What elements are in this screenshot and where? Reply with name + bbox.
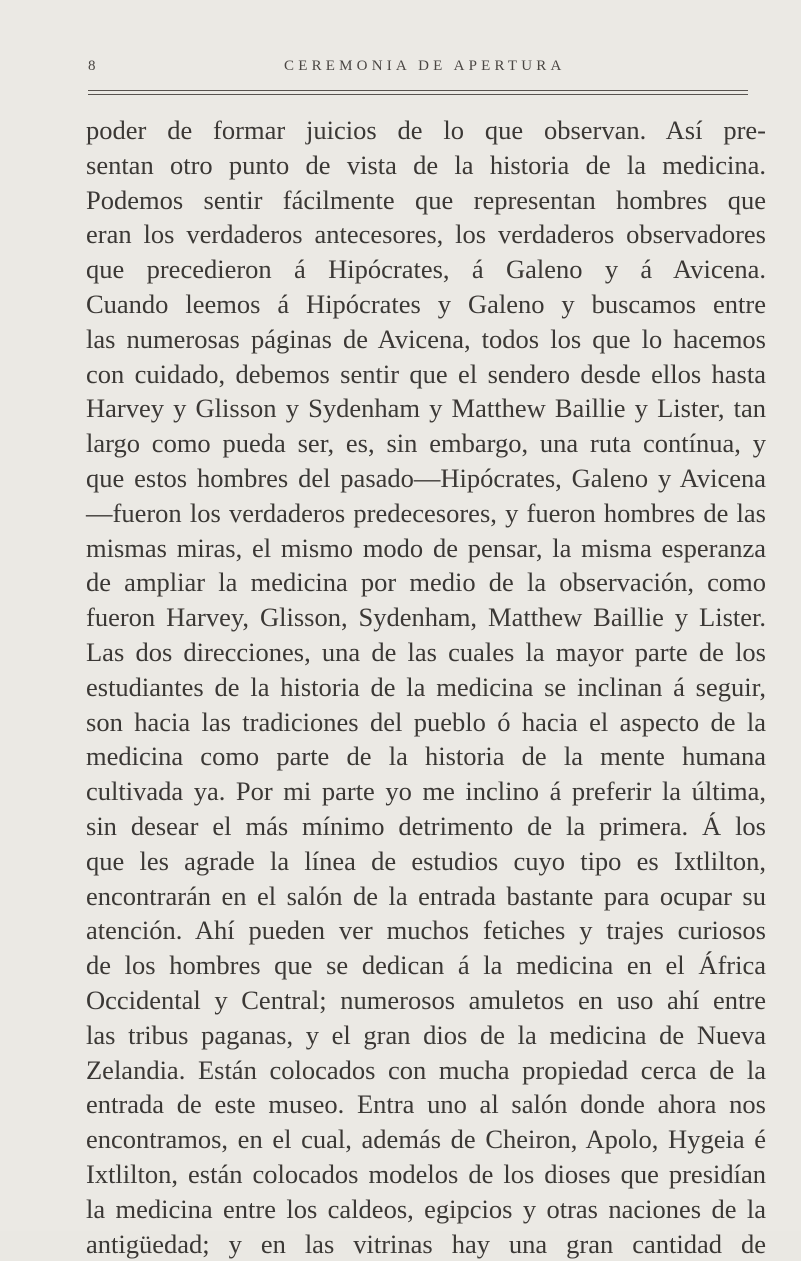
- header-rule-bottom: [88, 94, 748, 95]
- text-line: sin desear el más mínimo detrimento de la primera. Á los: [86, 809, 766, 844]
- text-line: que estos hombres del pasado—Hipócrates, Galeno y Avicena: [86, 461, 766, 496]
- text-line: cultivada ya. Por mi parte yo me inclino á preferir la última,: [86, 774, 766, 809]
- text-line: eran los verdaderos antecesores, los verdaderos observadores: [86, 217, 766, 252]
- text-line: con cuidado, debemos sentir que el sendero desde ellos hasta: [86, 357, 766, 392]
- body-text: [86, 113, 766, 1261]
- text-line: Cuando leemos á Hipócrates y Galeno y buscamos entre: [86, 287, 766, 322]
- text-line: de los hombres que se dedican á la medicina en el África: [86, 948, 766, 983]
- text-line: son hacia las tradiciones del pueblo ó hacia el aspecto de la: [86, 705, 766, 740]
- text-line: poder de formar juicios de lo que observan. Así pre-: [86, 113, 766, 148]
- text-line: entrada de este museo. Entra uno al salón donde ahora nos: [86, 1087, 766, 1122]
- text-line: Harvey y Glisson y Sydenham y Matthew Baillie y Lister, tan: [86, 391, 766, 426]
- text-line: sentan otro punto de vista de la historia de la medicina.: [86, 148, 766, 183]
- running-head: [88, 58, 748, 82]
- text-line: mismas miras, el mismo modo de pensar, la misma esperanza: [86, 531, 766, 566]
- page-number: 8: [88, 58, 96, 75]
- text-line: Occidental y Central; numerosos amuletos en uso ahí entre: [86, 983, 766, 1018]
- text-line: encontramos, en el cual, además de Cheiron, Apolo, Hygeia é: [86, 1122, 766, 1157]
- text-line: Zelandia. Están colocados con mucha propiedad cerca de la: [86, 1053, 766, 1088]
- text-line: las numerosas páginas de Avicena, todos los que lo hacemos: [86, 322, 766, 357]
- text-line: fueron Harvey, Glisson, Sydenham, Matthew Baillie y Lister.: [86, 600, 766, 635]
- text-line: atención. Ahí pueden ver muchos fetiches y trajes curiosos: [86, 913, 766, 948]
- section-title: CEREMONIA DE APERTURA: [284, 58, 565, 75]
- text-line: de ampliar la medicina por medio de la observación, como: [86, 565, 766, 600]
- text-line: medicina como parte de la historia de la mente humana: [86, 739, 766, 774]
- text-line: que precedieron á Hipócrates, á Galeno y á Avicena.: [86, 252, 766, 287]
- text-line: Podemos sentir fácilmente que representan hombres que: [86, 183, 766, 218]
- text-line: las tribus paganas, y el gran dios de la medicina de Nueva: [86, 1018, 766, 1053]
- text-line: Las dos direcciones, una de las cuales la mayor parte de los: [86, 635, 766, 670]
- text-line: Ixtlilton, están colocados modelos de los dioses que presidían: [86, 1157, 766, 1192]
- text-line: que les agrade la línea de estudios cuyo tipo es Ixtlilton,: [86, 844, 766, 879]
- text-line: encontrarán en el salón de la entrada bastante para ocupar su: [86, 879, 766, 914]
- text-line: la medicina entre los caldeos, egipcios y otras naciones de la: [86, 1192, 766, 1227]
- text-line: estudiantes de la historia de la medicina se inclinan á seguir,: [86, 670, 766, 705]
- text-line: antigüedad; y en las vitrinas hay una gran cantidad de: [86, 1227, 766, 1261]
- header-rule-top: [88, 90, 748, 91]
- text-line: —fueron los verdaderos predecesores, y fueron hombres de las: [86, 496, 766, 531]
- text-line: largo como pueda ser, es, sin embargo, una ruta contínua, y: [86, 426, 766, 461]
